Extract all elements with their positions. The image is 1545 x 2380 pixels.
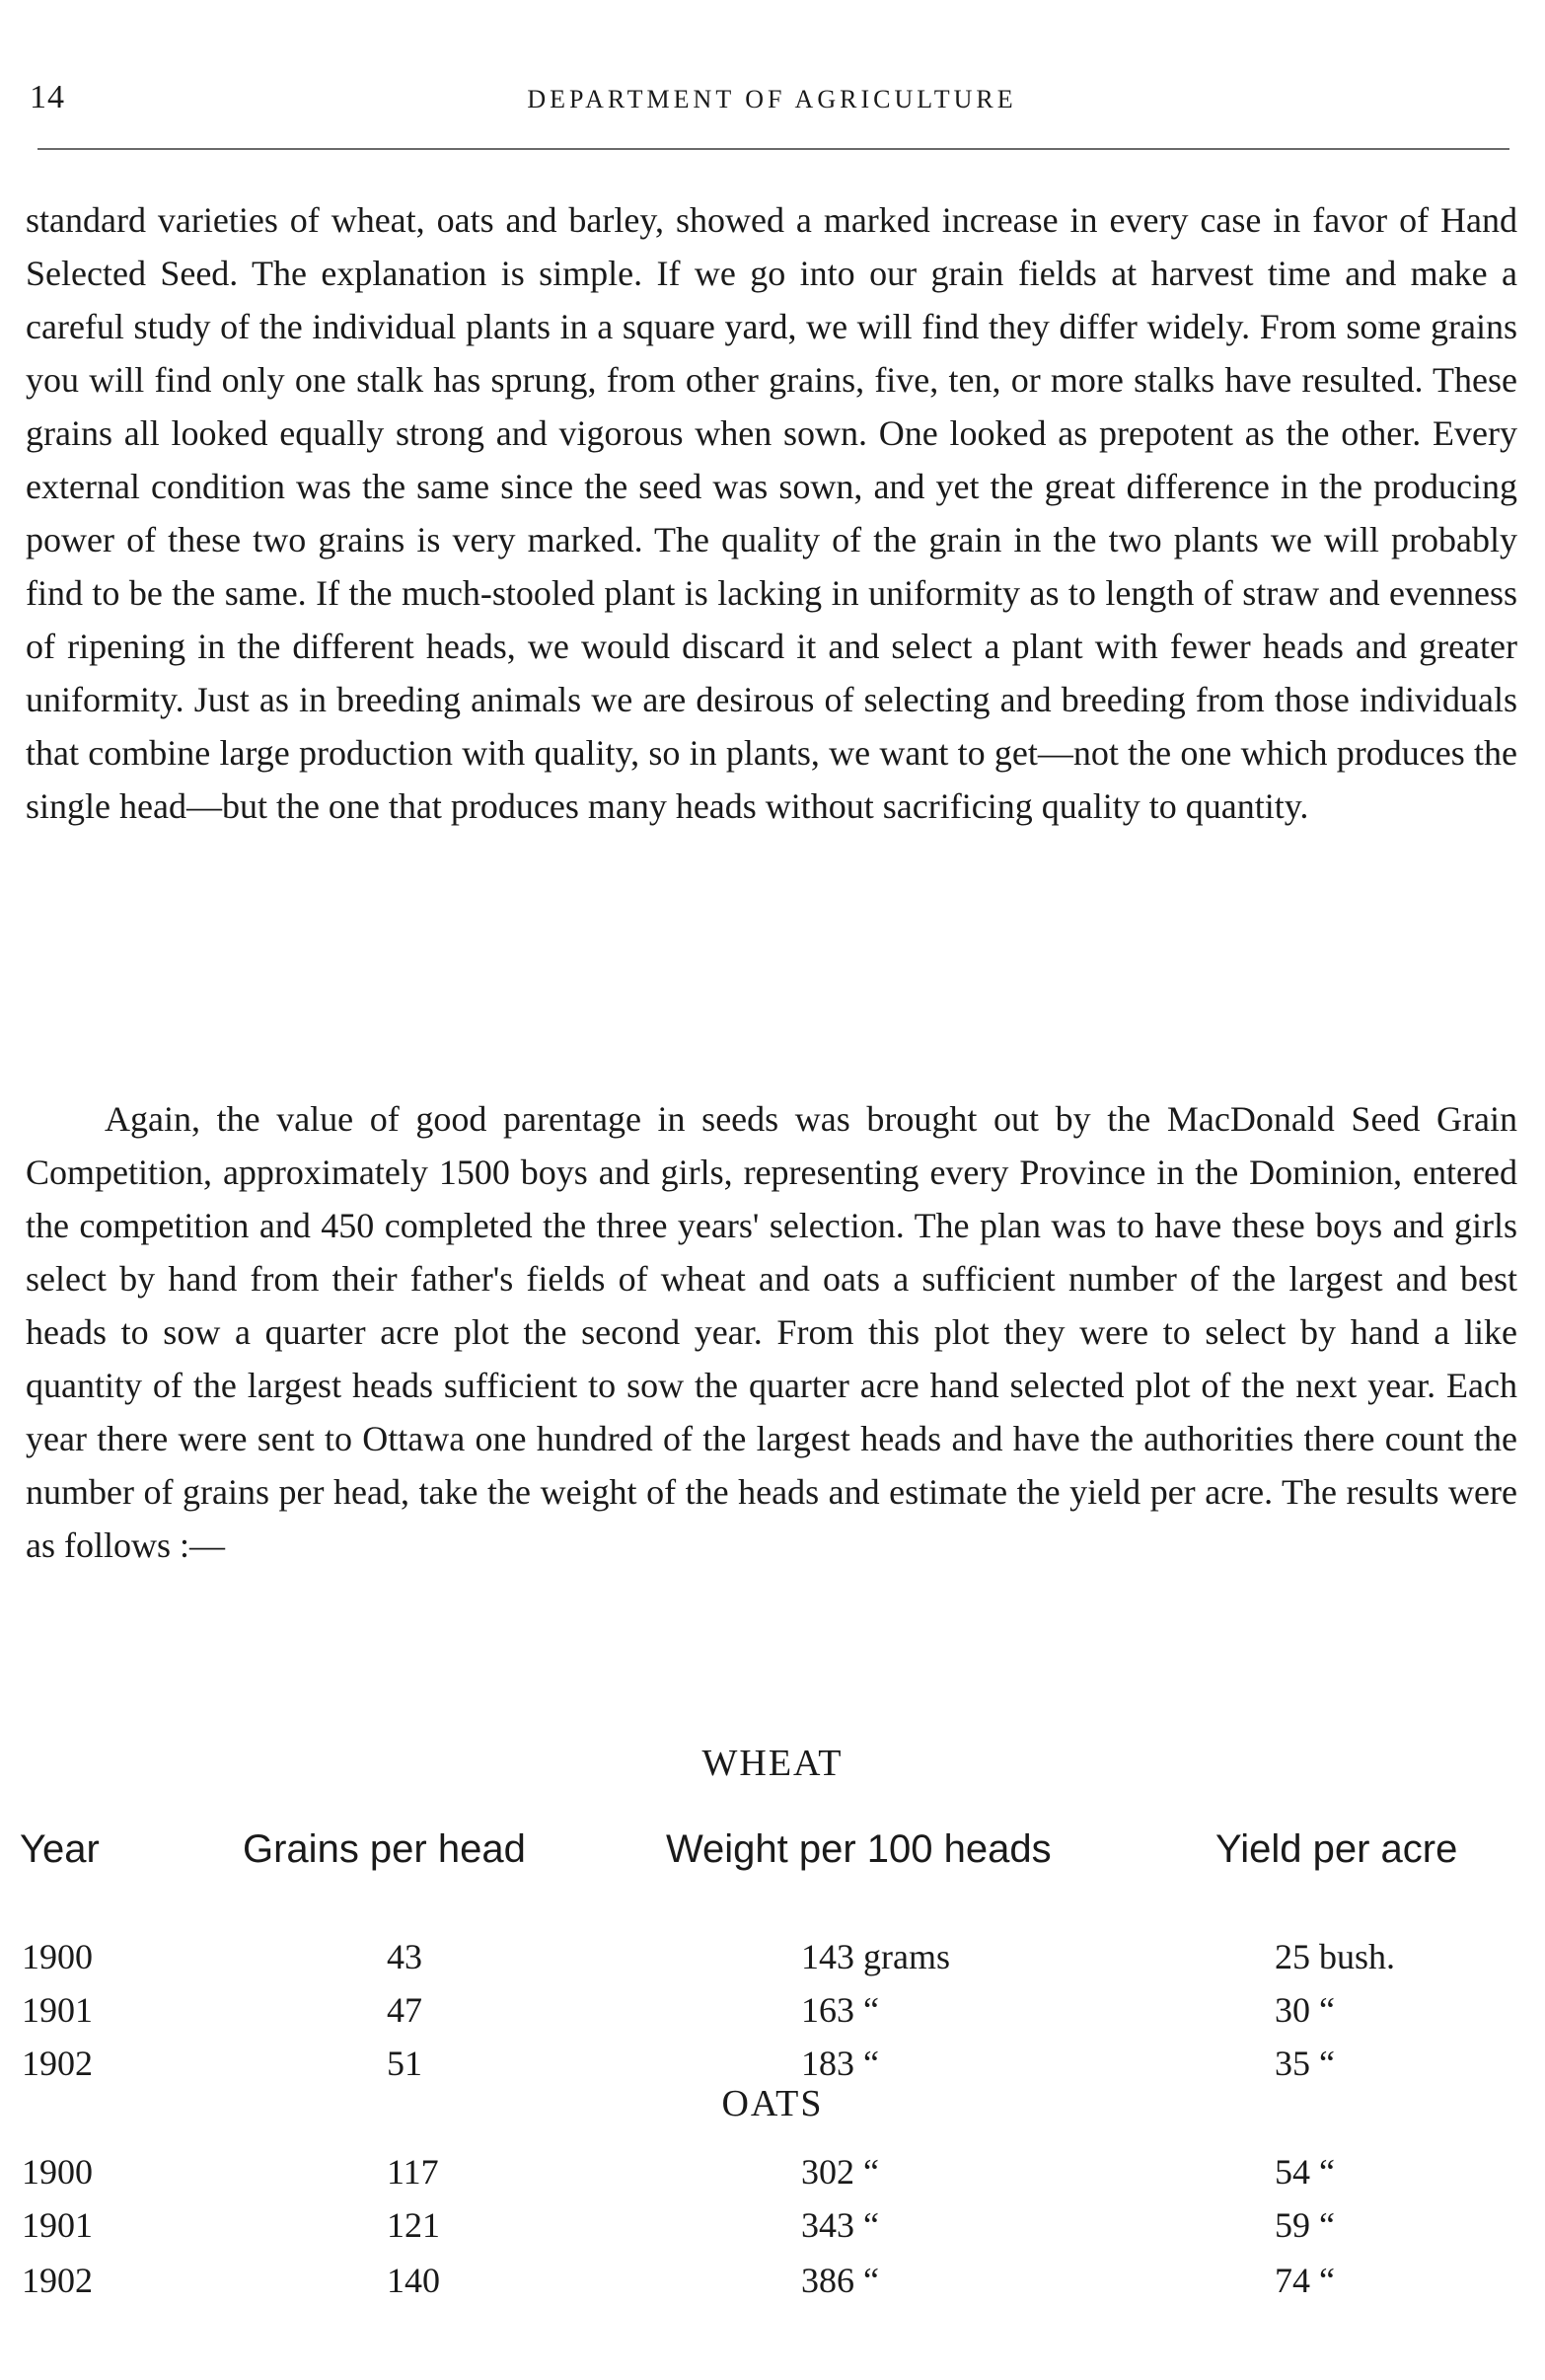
cell-year: 1901: [22, 1990, 93, 2030]
cell-grains: 47: [387, 1990, 422, 2030]
cell-grains: 117: [387, 2152, 439, 2192]
wheat-table-title: WHEAT: [701, 1743, 844, 1784]
cell-year: 1900: [22, 2152, 93, 2192]
cell-yield: 30 “: [1275, 1990, 1335, 2030]
cell-weight: 163 “: [801, 1990, 879, 2030]
paragraph-macdonald-competition: Again, the value of good parentage in seeds was brought out by the MacDonald Seed Grain Competition, approximately 1500 boys and girls, representing every Province in the Dominion, entered the competition and 450 completed the three years' selection. The plan was to have these boys and girls select by hand from their father's fields of wheat and oats a sufficient number of the largest and best heads to sow a quarter acre plot the second year. From this plot they were to select by hand a like quantity of the largest heads sufficient to sow the quarter acre hand selected plot of the next year. Each year there were sent to Ottawa one hundred of the largest heads and have the authorities there count the number of grains per head, take the weight of the heads and estimate the yield per acre. The results were as follows :—: [26, 1099, 1517, 1565]
column-header-weight: Weight per 100 heads: [666, 1827, 1052, 1871]
page-header: [30, 79, 1514, 118]
cell-year: 1901: [22, 2205, 93, 2245]
cell-grains: 121: [387, 2205, 440, 2245]
cell-yield: 54 “: [1275, 2152, 1335, 2192]
paragraph-hand-selected-seed: standard varieties of wheat, oats and barley, showed a marked increase in every case in favor of Hand Selected Seed. The explanation is simple. If we go into our grain fields at harvest time and make a careful study of the individual plants in a square yard, we will find they differ widely. From some grains you will find only one stalk has sprung, from other grains, five, ten, or more stalks have resulted. These grains all looked equally strong and vigorous when sown. One looked as prepotent as the other. Every external condition was the same since the seed was sown, and yet the great difference in the producing power of these two grains is very marked. The quality of the grain in the two plants we will probably find to be the same. If the much-stooled plant is lacking in uniformity as to length of straw and evenness of ripening in the different heads, we would discard it and select a plant with fewer heads and greater uniformity. Just as in breeding animals we are desirous of selecting and breeding from those individuals that combine large production with quality, so in plants, we want to get—not the one which produces the single head—but the one that produces many heads without sacrificing quality to quantity.: [26, 200, 1517, 826]
cell-weight: 302 “: [801, 2152, 879, 2192]
cell-weight: 386 “: [801, 2261, 879, 2300]
cell-year: 1902: [22, 2261, 93, 2300]
cell-yield: 35 “: [1275, 2044, 1335, 2083]
page-number: 14: [30, 79, 65, 115]
cell-yield: 25 bush.: [1275, 1937, 1396, 1976]
cell-weight: 183 “: [801, 2044, 879, 2083]
running-title: DEPARTMENT OF AGRICULTURE: [527, 85, 1017, 113]
column-header-yield: Yield per acre: [1215, 1827, 1458, 1871]
cell-year: 1900: [22, 1937, 93, 1976]
cell-yield: 59 “: [1275, 2205, 1335, 2245]
cell-year: 1902: [22, 2044, 93, 2083]
cell-grains: 43: [387, 1937, 422, 1976]
cell-weight: 143 grams: [801, 1937, 950, 1976]
oats-table-title: OATS: [721, 2083, 824, 2124]
header-rule: [37, 148, 1509, 150]
cell-yield: 74 “: [1275, 2261, 1335, 2300]
column-header-year: Year: [20, 1827, 100, 1871]
cell-grains: 140: [387, 2261, 440, 2300]
cell-grains: 51: [387, 2044, 422, 2083]
cell-weight: 343 “: [801, 2205, 879, 2245]
column-header-grains: Grains per head: [243, 1827, 526, 1871]
